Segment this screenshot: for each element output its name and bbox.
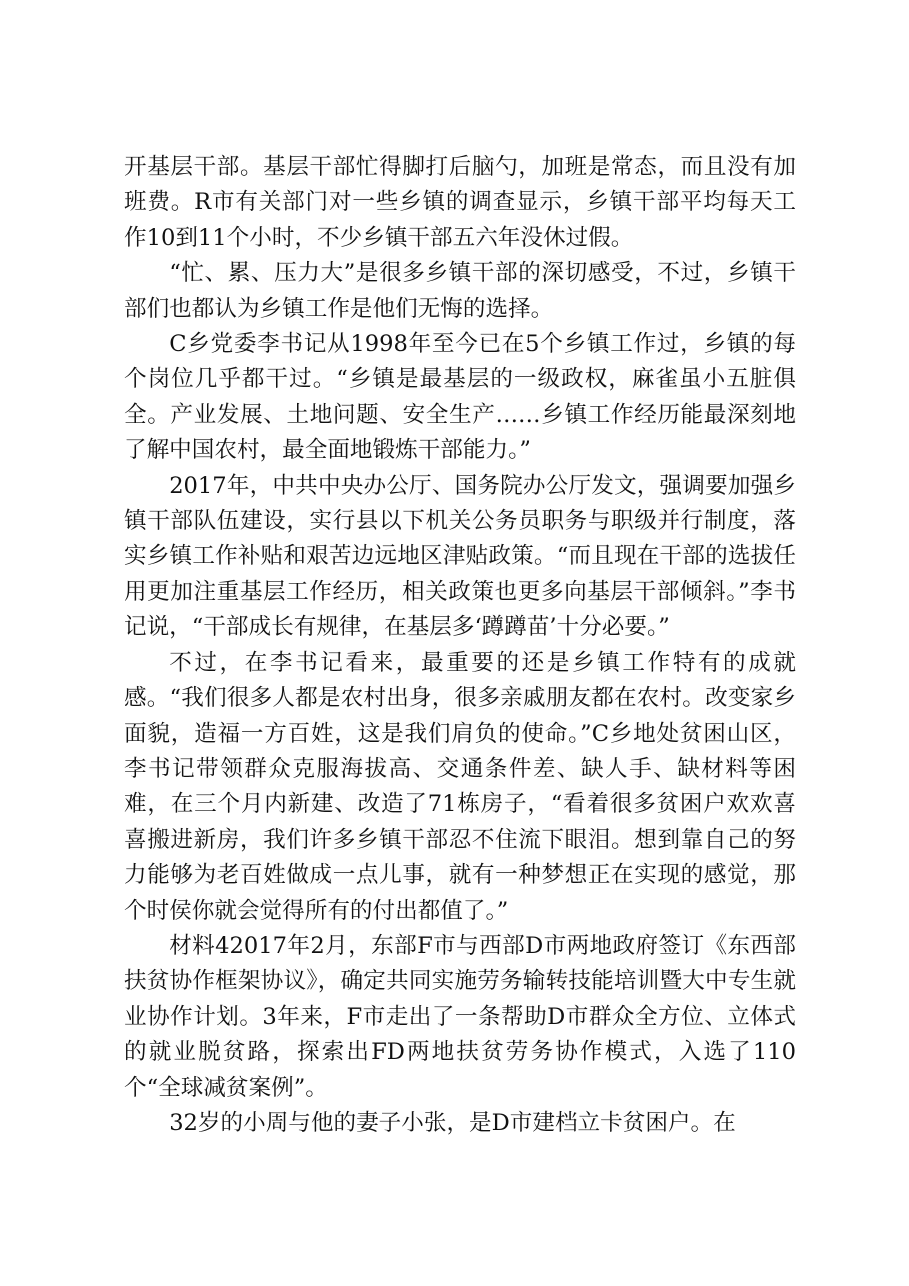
paragraph-4: 2017年，中共中央办公厅、国务院办公厅发文，强调要加强乡镇干部队伍建设，实行县以下机关公务员职务与职级并行制度，落实乡镇工作补贴和艰苦边远地区津贴政策。“而且现在干部的选拔任用更加注重基层工作经历，相关政策也更多向基层干部倾斜。”李书记说，“干部成长有规律，在基层多‘蹲蹲苗’十分必要。” [124, 472, 796, 641]
paragraph-5: 不过，在李书记看来，最重要的还是乡镇工作特有的成就感。“我们很多人都是农村出身，很多亲戚朋友都在农村。改变家乡面貌，造福一方百姓，这是我们肩负的使命。”C乡地处贫困山区，李书记带领群众克服海拔高、交通条件差、缺人手、缺材料等困难，在三个月内新建、改造了71栋房子，“看着很多贫困户欢欢喜喜搬进新房，我们许多乡镇干部忍不住流下眼泪。想到靠自己的努力能够为老百姓做成一点儿事，就有一种梦想正在实现的感觉，那个时侯你就会觉得所有的付出都值了。” [124, 649, 796, 924]
paragraph-7: 32岁的小周与他的妻子小张，是D市建档立卡贫困户。在 [169, 1109, 736, 1136]
paragraph-6: 材料42017年2月，东部F市与西部D市两地政府签订《东西部扶贫协作框架协议》，确定共同实施劳务输转技能培训暨大中专生就业协作计划。3年来，F市走出了一条帮助D市群众全方位、立体式的就业脱贫路，探索出FD两地扶贫劳务协作模式，入选了110个“全球减贫案例”。 [124, 932, 796, 1101]
paragraph-1: 开基层干部。基层干部忙得脚打后脑勺，加班是常态，而且没有加班费。R市有关部门对一些乡镇的调查显示，乡镇干部平均每天工作10到11个小时，不少乡镇干部五六年没休过假。 [124, 154, 796, 251]
paragraph-3: C乡党委李书记从1998年至今已在5个乡镇工作过，乡镇的每个岗位几乎都干过。“乡镇是最基层的一级政权，麻雀虽小五脏俱全。产业发展、土地问题、安全生产……乡镇工作经历能最深刻地了解中国农村，最全面地锻炼干部能力。” [124, 331, 796, 464]
paragraph-2: “忙、累、压力大”是很多乡镇干部的深切感受，不过，乡镇干部们也都认为乡镇工作是他们无悔的选择。 [124, 260, 796, 322]
document-body [124, 150, 796, 1141]
